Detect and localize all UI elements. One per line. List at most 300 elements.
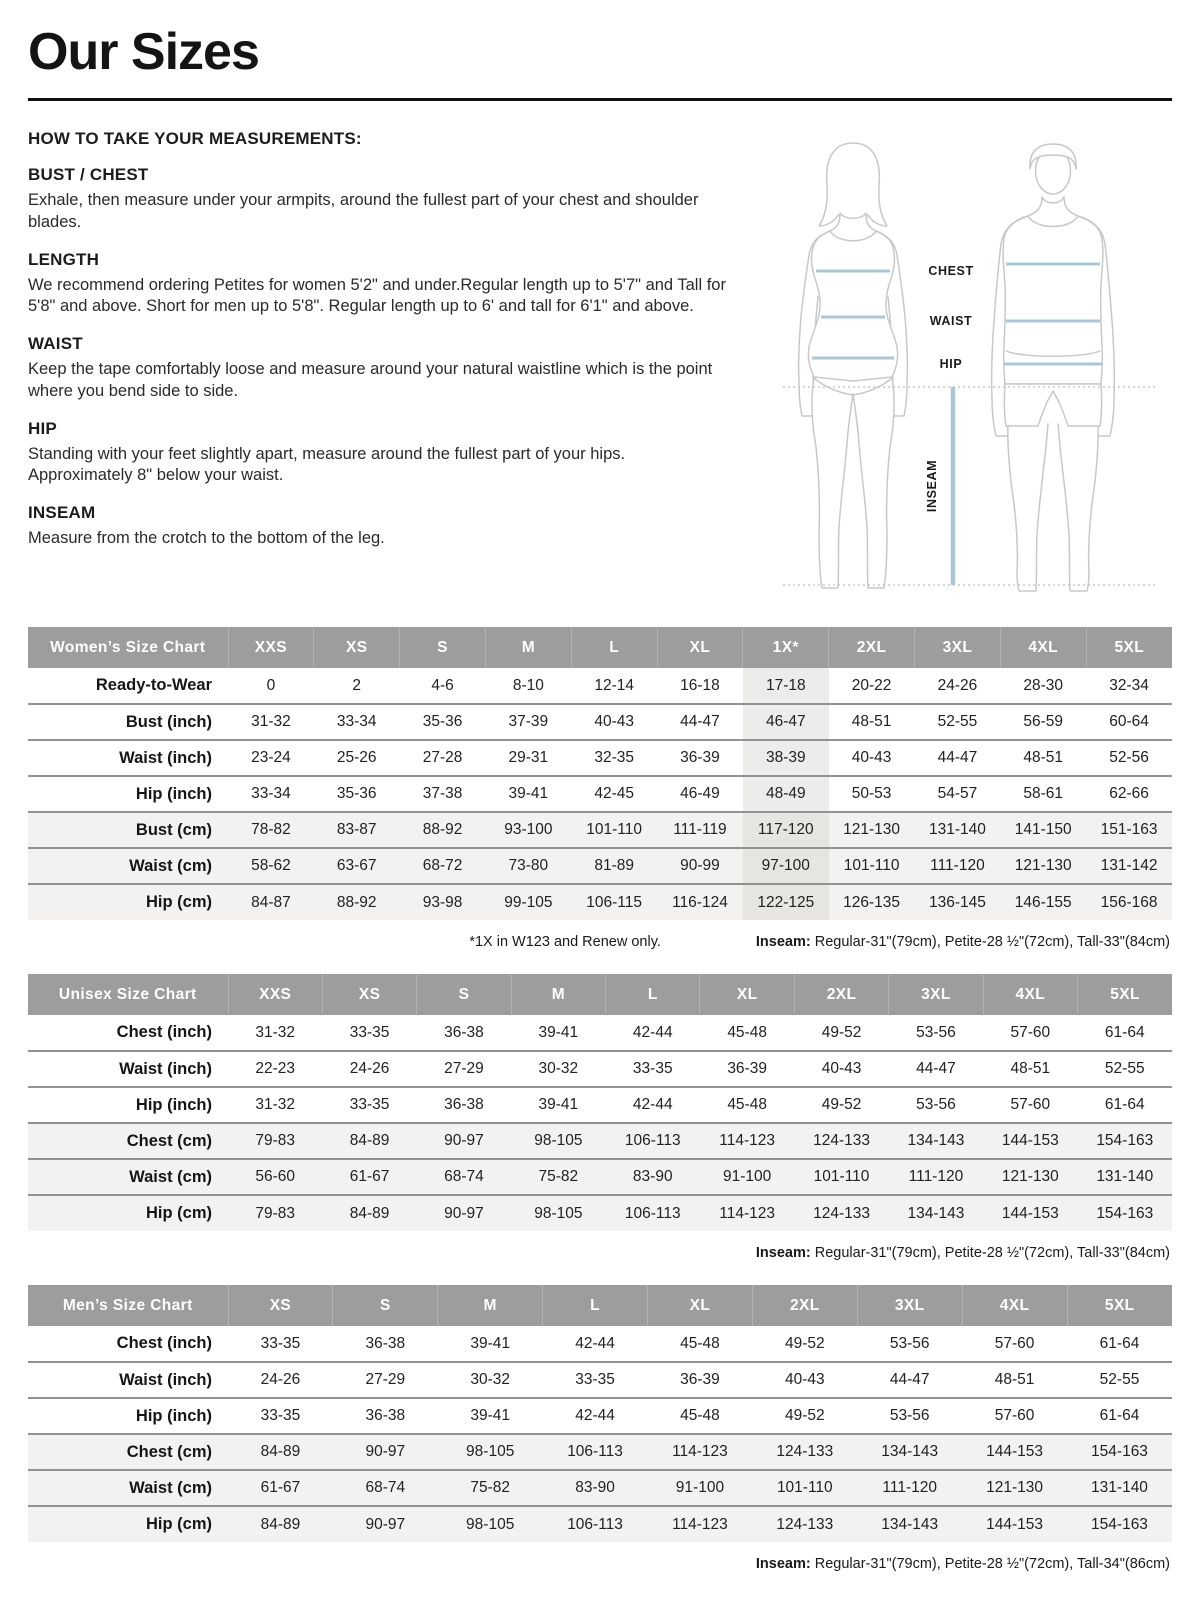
size-value-cell: 83-87 — [336, 821, 377, 838]
title-divider — [28, 98, 1172, 101]
size-value-cell: 57-60 — [1010, 1023, 1051, 1041]
size-value-cell: 40-43 — [784, 1371, 825, 1388]
size-value-cell: 154-163 — [1091, 1515, 1148, 1533]
size-value-cell: 90-97 — [444, 1204, 484, 1222]
size-value-cell: 116-124 — [672, 893, 728, 911]
size-column-header: XXS — [228, 627, 314, 668]
size-value-cell: 33-35 — [632, 1060, 673, 1077]
men-chart-title: Men’s Size Chart — [28, 1285, 228, 1326]
size-value-cell: 106-115 — [586, 893, 643, 911]
size-value-cell: 79-83 — [255, 1132, 296, 1149]
size-value-cell: 114-123 — [672, 1443, 728, 1460]
size-value-cell: 124-133 — [776, 1443, 834, 1460]
size-column-header: L — [543, 1285, 648, 1326]
size-value-cell: 68-72 — [422, 857, 463, 874]
size-column-header: XL — [648, 1285, 753, 1326]
size-value-cell: 60-64 — [1109, 713, 1149, 730]
size-value-cell: 31-32 — [251, 713, 291, 730]
size-column-header: 2XL — [794, 974, 888, 1015]
size-column-header: 1X* — [743, 627, 829, 668]
size-value-cell: 37-39 — [508, 713, 549, 730]
size-value-cell: 75-82 — [470, 1479, 511, 1496]
size-value-cell: 33-35 — [349, 1096, 390, 1113]
size-value-cell: 63-67 — [336, 857, 377, 874]
measure-section — [28, 165, 733, 234]
table-row — [28, 1159, 1172, 1195]
size-value-cell: 50-53 — [851, 785, 892, 802]
size-value-cell: 38-39 — [743, 740, 829, 776]
size-value-cell: 0 — [266, 676, 276, 694]
inseam-footnote-label: Inseam: — [755, 1245, 811, 1261]
size-value-cell: 31-32 — [255, 1023, 296, 1041]
size-value-cell: 33-34 — [251, 785, 291, 802]
hip-label: HIP — [939, 357, 963, 371]
size-value-cell: 40-43 — [851, 749, 892, 766]
size-value-cell: 35-36 — [336, 785, 377, 802]
size-value-cell: 48-51 — [1023, 749, 1064, 766]
one-x-footnote: *1X in W123 and Renew only. — [469, 934, 661, 950]
size-value-cell: 79-83 — [255, 1204, 296, 1222]
row-label: Waist (inch) — [119, 1059, 212, 1078]
size-column-header: 4XL — [1000, 627, 1086, 668]
size-value-cell: 42-44 — [632, 1096, 673, 1113]
size-column-header: XS — [314, 627, 400, 668]
size-value-cell: 134-143 — [881, 1515, 939, 1533]
size-value-cell: 124-133 — [813, 1204, 870, 1222]
size-value-cell: 39-41 — [470, 1407, 511, 1424]
size-value-cell: 45-48 — [680, 1334, 720, 1352]
size-value-cell: 88-92 — [422, 821, 463, 838]
size-column-header: XS — [228, 1285, 333, 1326]
table-row — [28, 1398, 1172, 1434]
unisex-header-row — [28, 974, 1172, 1015]
size-value-cell: 12-14 — [594, 676, 634, 694]
size-value-cell: 114-123 — [672, 1515, 728, 1533]
size-value-cell: 114-123 — [719, 1204, 776, 1222]
size-value-cell: 146-155 — [1014, 893, 1072, 911]
size-value-cell: 56-59 — [1023, 713, 1064, 730]
table-row — [28, 776, 1172, 812]
row-label: Chest (cm) — [126, 1442, 212, 1461]
size-value-cell: 48-49 — [743, 776, 829, 812]
size-value-cell: 117-120 — [743, 812, 829, 848]
women-size-table — [28, 627, 1172, 920]
size-value-cell: 101-110 — [776, 1479, 833, 1496]
size-value-cell: 61-64 — [1104, 1023, 1145, 1041]
size-value-cell: 48-51 — [994, 1371, 1035, 1388]
size-value-cell: 52-56 — [1109, 749, 1149, 766]
size-value-cell: 36-38 — [365, 1407, 406, 1424]
size-value-cell: 111-120 — [908, 1168, 964, 1185]
size-value-cell: 48-51 — [1010, 1060, 1051, 1077]
size-column-header: S — [400, 627, 486, 668]
size-value-cell: 49-52 — [784, 1334, 825, 1352]
page-title: Our Sizes — [28, 23, 259, 81]
measure-section-text: We recommend ordering Petites for women 5'2" and under.Regular length up to 5'7" and Tall for 5'8" and above. Short for men up to 5'8". Regular length up to 6' and tall for 6'1" and above. — [28, 275, 726, 316]
size-value-cell: 39-41 — [538, 1096, 579, 1113]
size-value-cell: 16-18 — [680, 676, 720, 694]
size-column-header: 3XL — [889, 974, 983, 1015]
size-value-cell: 121-130 — [1001, 1168, 1059, 1185]
size-value-cell: 30-32 — [538, 1060, 579, 1077]
size-column-header: 5XL — [1067, 1285, 1172, 1326]
instructions-heading: HOW TO TAKE YOUR MEASUREMENTS: — [28, 129, 362, 148]
measure-section — [28, 250, 733, 319]
size-value-cell: 90-97 — [365, 1443, 406, 1460]
table-row — [28, 1087, 1172, 1123]
size-value-cell: 49-52 — [821, 1096, 862, 1113]
row-label: Chest (inch) — [116, 1334, 212, 1352]
size-value-cell: 58-62 — [251, 857, 291, 874]
row-label: Hip (inch) — [135, 784, 212, 803]
size-value-cell: 98-105 — [534, 1204, 583, 1222]
size-value-cell: 151-163 — [1100, 821, 1158, 838]
size-value-cell: 36-38 — [444, 1023, 484, 1041]
size-value-cell: 52-55 — [937, 713, 978, 730]
unisex-footnotes — [28, 1245, 1170, 1261]
table-row — [28, 1051, 1172, 1087]
size-value-cell: 98-105 — [466, 1515, 515, 1533]
size-value-cell: 131-140 — [928, 821, 986, 838]
size-value-cell: 42-45 — [594, 785, 634, 802]
size-value-cell: 46-49 — [680, 785, 720, 802]
size-column-header: XL — [700, 974, 794, 1015]
size-value-cell: 62-66 — [1109, 785, 1149, 802]
size-value-cell: 134-143 — [881, 1443, 939, 1460]
row-label: Waist (inch) — [119, 1370, 212, 1389]
size-value-cell: 39-41 — [538, 1023, 579, 1041]
size-value-cell: 81-89 — [594, 857, 634, 874]
size-value-cell: 53-56 — [916, 1096, 956, 1113]
size-value-cell: 106-113 — [624, 1204, 681, 1222]
size-value-cell: 25-26 — [336, 749, 377, 766]
size-value-cell: 90-97 — [365, 1515, 406, 1533]
size-value-cell: 35-36 — [422, 713, 463, 730]
size-value-cell: 42-44 — [575, 1334, 615, 1352]
table-row — [28, 884, 1172, 920]
unisex-size-table — [28, 974, 1172, 1231]
size-value-cell: 84-89 — [349, 1132, 390, 1149]
size-column-header: 3XL — [857, 1285, 962, 1326]
inseam-footnote-text: Regular-31"(79cm), Petite-28 ½"(72cm), Tall-34"(86cm) — [814, 1556, 1170, 1572]
size-value-cell: 101-110 — [843, 857, 900, 874]
size-value-cell: 57-60 — [1010, 1096, 1051, 1113]
size-column-header: XL — [657, 627, 743, 668]
size-value-cell: 36-38 — [444, 1096, 484, 1113]
size-value-cell: 114-123 — [719, 1132, 776, 1149]
size-value-cell: 44-47 — [680, 713, 720, 730]
women-header-row — [28, 627, 1172, 668]
size-value-cell: 75-82 — [538, 1168, 579, 1185]
size-value-cell: 61-64 — [1099, 1334, 1140, 1352]
measure-section-label: LENGTH — [28, 249, 100, 269]
row-label: Chest (cm) — [126, 1131, 212, 1150]
size-value-cell: 131-140 — [1091, 1479, 1148, 1496]
size-value-cell: 111-120 — [882, 1479, 937, 1496]
size-value-cell: 68-74 — [444, 1168, 484, 1185]
size-value-cell: 45-48 — [727, 1096, 767, 1113]
men-size-chart-section — [28, 1285, 1172, 1572]
size-value-cell: 90-97 — [444, 1132, 484, 1149]
size-value-cell: 44-47 — [889, 1371, 930, 1388]
size-value-cell: 121-130 — [843, 821, 901, 838]
size-value-cell: 61-67 — [260, 1479, 301, 1496]
size-value-cell: 83-90 — [575, 1479, 615, 1496]
size-value-cell: 32-34 — [1109, 676, 1149, 694]
row-label: Waist (cm) — [129, 856, 212, 875]
size-value-cell: 126-135 — [843, 893, 901, 911]
size-value-cell: 84-87 — [251, 893, 291, 911]
size-value-cell: 144-153 — [986, 1515, 1043, 1533]
row-label: Ready-to-Wear — [95, 676, 212, 694]
size-value-cell: 106-113 — [567, 1515, 623, 1533]
size-value-cell: 93-100 — [504, 821, 553, 838]
size-value-cell: 84-89 — [260, 1515, 301, 1533]
size-value-cell: 154-163 — [1096, 1204, 1154, 1222]
size-value-cell: 42-44 — [575, 1407, 615, 1424]
size-value-cell: 49-52 — [784, 1407, 825, 1424]
size-value-cell: 61-67 — [349, 1168, 390, 1185]
size-value-cell: 24-26 — [937, 676, 978, 694]
waist-label: WAIST — [929, 314, 973, 328]
size-value-cell: 44-47 — [916, 1060, 956, 1077]
size-value-cell: 20-22 — [851, 676, 892, 694]
size-value-cell: 101-110 — [586, 821, 643, 838]
measure-section — [28, 334, 733, 403]
intro-section — [28, 127, 1172, 599]
size-value-cell: 98-105 — [466, 1443, 515, 1460]
size-value-cell: 98-105 — [534, 1132, 583, 1149]
size-value-cell: 37-38 — [422, 785, 463, 802]
size-value-cell: 56-60 — [255, 1168, 296, 1185]
inseam-footnote-label: Inseam: — [755, 1556, 811, 1572]
unisex-size-chart-section — [28, 974, 1172, 1261]
measure-section-text: Standing with your feet slightly apart, measure around the fullest part of your hips. Approximately 8" below your waist. — [28, 444, 626, 485]
size-value-cell: 44-47 — [937, 749, 978, 766]
size-value-cell: 40-43 — [821, 1060, 862, 1077]
size-value-cell: 33-35 — [260, 1407, 301, 1424]
measure-section-label: WAIST — [28, 334, 83, 354]
size-value-cell: 99-105 — [504, 893, 553, 911]
size-column-header: S — [333, 1285, 438, 1326]
size-column-header: 5XL — [1078, 974, 1172, 1015]
inseam-footnote-text: Regular-31"(79cm), Petite-28 ½"(72cm), Tall-33"(84cm) — [814, 934, 1170, 950]
size-value-cell: 32-35 — [594, 749, 634, 766]
row-label: Waist (cm) — [129, 1478, 212, 1497]
size-column-header: M — [511, 974, 605, 1015]
size-value-cell: 36-38 — [365, 1334, 406, 1352]
table-row — [28, 1326, 1172, 1362]
size-column-header: 4XL — [962, 1285, 1067, 1326]
size-value-cell: 93-98 — [422, 893, 463, 911]
size-value-cell: 144-153 — [1001, 1132, 1059, 1149]
table-row — [28, 1195, 1172, 1231]
women-footnotes — [28, 934, 1170, 950]
size-value-cell: 97-100 — [743, 848, 829, 884]
size-value-cell: 144-153 — [1001, 1204, 1059, 1222]
size-value-cell: 73-80 — [508, 857, 549, 874]
size-column-header: 2XL — [829, 627, 915, 668]
size-value-cell: 36-39 — [727, 1060, 767, 1077]
measure-section-text: Keep the tape comfortably loose and measure around your natural waistline which is the point where you bend side to side. — [28, 360, 713, 400]
size-value-cell: 144-153 — [986, 1443, 1043, 1460]
size-value-cell: 4-6 — [431, 676, 454, 694]
size-value-cell: 121-130 — [986, 1479, 1043, 1496]
table-row — [28, 704, 1172, 740]
size-value-cell: 40-43 — [594, 713, 634, 730]
size-value-cell: 111-119 — [673, 821, 727, 838]
size-column-header: 2XL — [752, 1285, 857, 1326]
size-value-cell: 84-89 — [349, 1204, 390, 1222]
inseam-footnote — [756, 934, 1170, 950]
size-value-cell: 52-55 — [1099, 1371, 1140, 1388]
size-value-cell: 27-29 — [444, 1060, 484, 1077]
table-row — [28, 740, 1172, 776]
size-value-cell: 24-26 — [260, 1371, 301, 1388]
table-row — [28, 1123, 1172, 1159]
size-value-cell: 33-35 — [260, 1334, 301, 1352]
size-value-cell: 28-30 — [1023, 676, 1064, 694]
row-label: Hip (inch) — [135, 1095, 212, 1114]
size-value-cell: 39-41 — [470, 1334, 511, 1352]
size-value-cell: 48-51 — [851, 713, 892, 730]
measure-section-label: BUST / CHEST — [28, 165, 149, 184]
size-value-cell: 22-23 — [255, 1060, 296, 1077]
size-value-cell: 68-74 — [365, 1479, 406, 1496]
men-footnotes — [28, 1556, 1170, 1572]
measure-section-text: Exhale, then measure under your armpits, around the fullest part of your chest and shoulder blades. — [28, 191, 699, 231]
measurement-sections — [28, 165, 733, 550]
size-value-cell: 27-28 — [422, 749, 463, 766]
row-label: Hip (inch) — [135, 1406, 212, 1425]
inseam-footnote — [756, 1245, 1170, 1261]
size-value-cell: 131-142 — [1100, 857, 1158, 874]
size-value-cell: 52-55 — [1104, 1060, 1145, 1077]
size-value-cell: 33-35 — [575, 1371, 615, 1388]
measurement-instructions — [28, 127, 733, 566]
body-figures-illustration — [768, 129, 1172, 599]
inseam-label: INSEAM — [925, 459, 939, 513]
row-label: Hip (cm) — [146, 893, 212, 911]
size-column-header: 3XL — [915, 627, 1001, 668]
size-value-cell: 91-100 — [675, 1479, 725, 1496]
women-chart-title: Women’s Size Chart — [28, 627, 228, 668]
size-value-cell: 42-44 — [632, 1023, 673, 1041]
table-row — [28, 1015, 1172, 1051]
size-value-cell: 39-41 — [508, 785, 549, 802]
size-value-cell: 31-32 — [255, 1096, 296, 1113]
row-label: Waist (inch) — [119, 748, 212, 767]
size-value-cell: 134-143 — [907, 1204, 965, 1222]
inseam-footnote-label: Inseam: — [755, 934, 811, 950]
measure-section-label: HIP — [28, 418, 57, 438]
unisex-chart-title: Unisex Size Chart — [28, 974, 228, 1015]
size-value-cell: 30-32 — [470, 1371, 511, 1388]
female-figure — [799, 143, 908, 588]
table-row — [28, 668, 1172, 704]
row-label: Hip (cm) — [146, 1515, 212, 1533]
size-value-cell: 121-130 — [1014, 857, 1072, 874]
size-value-cell: 8-10 — [512, 676, 544, 694]
size-column-header: L — [571, 627, 657, 668]
size-value-cell: 84-89 — [260, 1443, 301, 1460]
size-value-cell: 23-24 — [251, 749, 291, 766]
row-label: Waist (cm) — [129, 1167, 212, 1186]
size-value-cell: 57-60 — [994, 1407, 1035, 1424]
size-value-cell: 54-57 — [937, 785, 978, 802]
size-value-cell: 27-29 — [365, 1371, 406, 1388]
size-value-cell: 141-150 — [1014, 821, 1072, 838]
size-column-header: 4XL — [983, 974, 1077, 1015]
size-value-cell: 53-56 — [889, 1407, 930, 1424]
size-value-cell: 33-34 — [336, 713, 377, 730]
table-row — [28, 1506, 1172, 1542]
size-column-header: 5XL — [1086, 627, 1172, 668]
size-value-cell: 61-64 — [1099, 1407, 1140, 1424]
size-value-cell: 124-133 — [813, 1132, 870, 1149]
size-value-cell: 2 — [352, 676, 362, 694]
men-size-table — [28, 1285, 1172, 1542]
male-figure — [992, 144, 1115, 591]
row-label: Chest (inch) — [116, 1023, 212, 1041]
size-value-cell: 78-82 — [251, 821, 291, 838]
row-label: Hip (cm) — [146, 1204, 212, 1222]
size-value-cell: 131-140 — [1096, 1168, 1154, 1185]
measure-section — [28, 419, 733, 488]
size-value-cell: 45-48 — [680, 1407, 720, 1424]
size-value-cell: 134-143 — [907, 1132, 965, 1149]
table-row — [28, 1434, 1172, 1470]
table-row — [28, 848, 1172, 884]
measure-section-label: INSEAM — [28, 503, 96, 523]
size-value-cell: 58-61 — [1023, 785, 1064, 802]
size-value-cell: 154-163 — [1091, 1443, 1148, 1460]
women-size-chart-section — [28, 627, 1172, 950]
table-row — [28, 1470, 1172, 1506]
size-charts — [28, 627, 1172, 1572]
size-value-cell: 106-113 — [567, 1443, 623, 1460]
size-column-header: S — [417, 974, 511, 1015]
size-column-header: L — [606, 974, 700, 1015]
inseam-footnote — [756, 1556, 1170, 1572]
size-column-header: M — [485, 627, 571, 668]
size-column-header: XXS — [228, 974, 322, 1015]
measure-section — [28, 503, 733, 550]
size-column-header: XS — [322, 974, 416, 1015]
size-value-cell: 46-47 — [743, 704, 829, 740]
size-value-cell: 29-31 — [508, 749, 549, 766]
size-value-cell: 90-99 — [680, 857, 720, 874]
table-row — [28, 1362, 1172, 1398]
chest-label: CHEST — [928, 264, 974, 278]
size-value-cell: 53-56 — [916, 1023, 956, 1041]
size-value-cell: 17-18 — [743, 668, 829, 704]
size-value-cell: 33-35 — [349, 1023, 390, 1041]
size-value-cell: 136-145 — [928, 893, 986, 911]
size-value-cell: 83-90 — [632, 1168, 673, 1185]
size-value-cell: 124-133 — [776, 1515, 834, 1533]
size-value-cell: 36-39 — [680, 749, 720, 766]
size-value-cell: 122-125 — [743, 884, 829, 920]
size-value-cell: 91-100 — [723, 1168, 772, 1185]
body-measurement-diagram — [733, 127, 1172, 599]
size-value-cell: 88-92 — [336, 893, 377, 911]
men-header-row — [28, 1285, 1172, 1326]
size-value-cell: 45-48 — [727, 1023, 767, 1041]
size-value-cell: 57-60 — [994, 1334, 1035, 1352]
inseam-footnote-text: Regular-31"(79cm), Petite-28 ½"(72cm), Tall-33"(84cm) — [814, 1245, 1170, 1261]
size-value-cell: 154-163 — [1096, 1132, 1154, 1149]
